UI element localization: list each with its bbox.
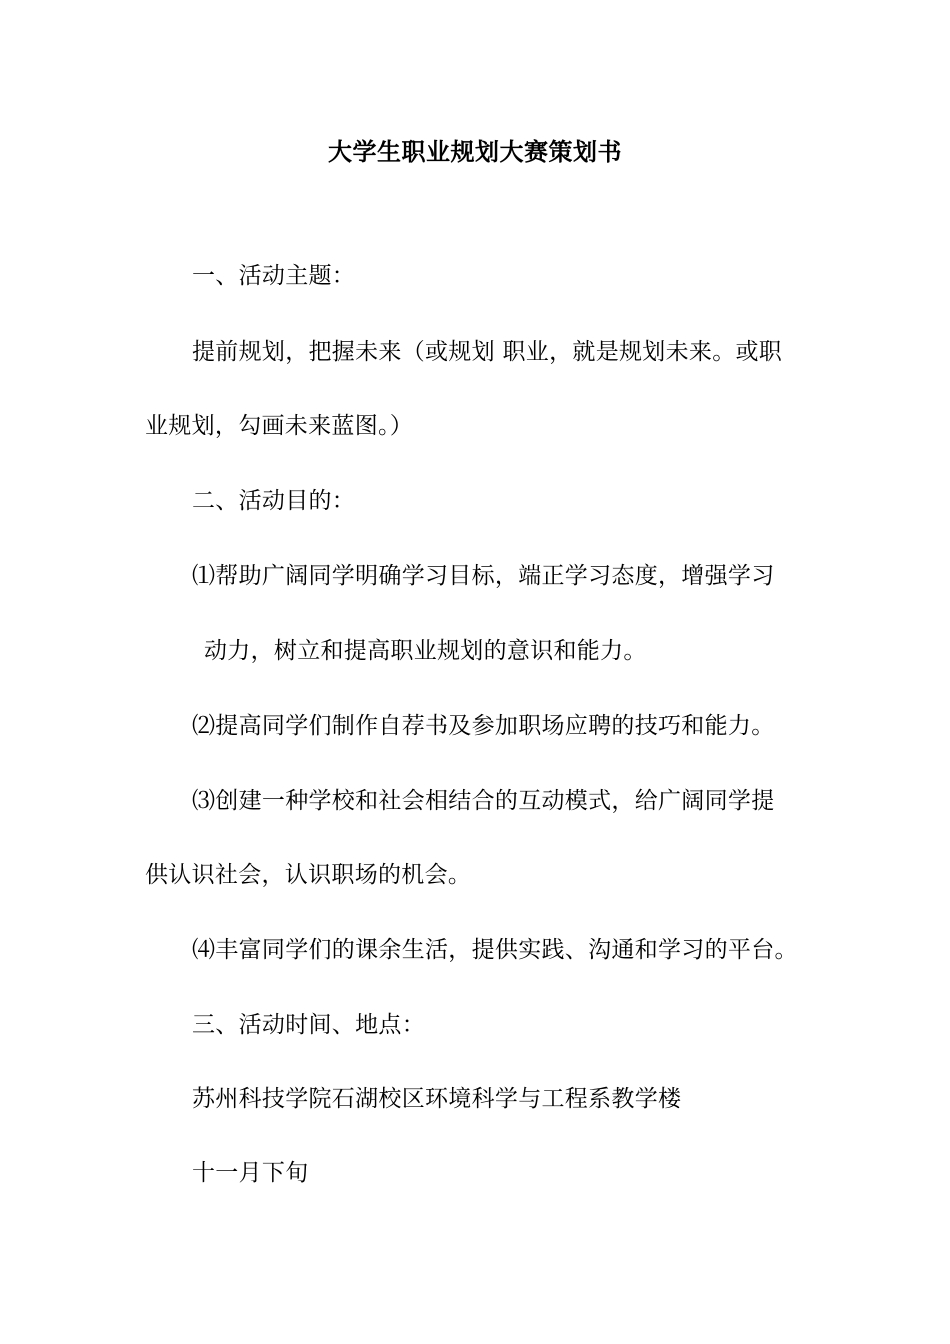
list-item-line: 供认识社会，认识职场的机会。 xyxy=(145,862,472,888)
section-heading-purpose: 二、活动目的： xyxy=(192,488,356,514)
paragraph-line: 业规划，勾画未来蓝图。） xyxy=(145,413,414,439)
list-item-line: ⑴帮助广阔同学明确学习目标，端正学习态度，增强学习 xyxy=(192,563,775,589)
paragraph-line: 提前规划，把握未来（或规划 职业，就是规划未来。或职 xyxy=(192,339,783,365)
paragraph-line: 十一月下旬 xyxy=(192,1160,309,1186)
list-item-line: ⑷丰富同学们的课余生活，提供实践、沟通和学习的平台。 xyxy=(192,937,798,963)
document-title: 大学生职业规划大赛策划书 xyxy=(328,137,622,166)
section-heading-time-place: 三、活动时间、地点： xyxy=(192,1012,425,1038)
list-item-line: 动力，树立和提高职业规划的意识和能力。 xyxy=(204,638,647,664)
paragraph-line: 苏州科技学院石湖校区环境科学与工程系教学楼 xyxy=(192,1086,682,1112)
section-heading-theme: 一、活动主题： xyxy=(192,263,356,289)
list-item-line: ⑶创建一种学校和社会相结合的互动模式，给广阔同学提 xyxy=(192,788,775,814)
list-item-line: ⑵提高同学们制作自荐书及参加职场应聘的技巧和能力。 xyxy=(192,713,775,739)
